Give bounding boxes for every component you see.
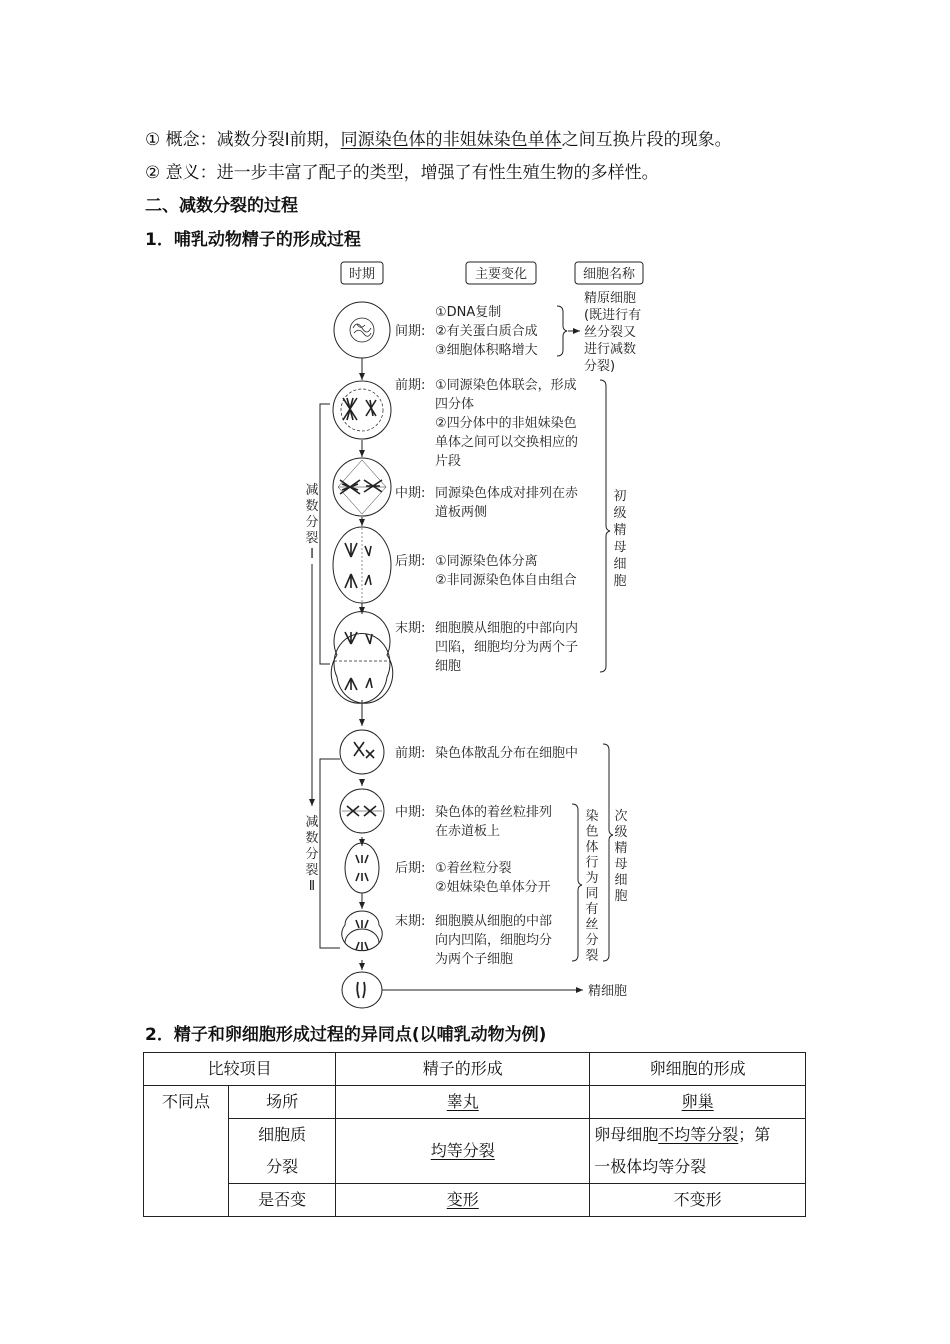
m1-prophase-text: 四分体 (435, 397, 475, 412)
phase-label-interphase: 间期: (395, 324, 426, 339)
phase-label-m2-prophase: 前期: (395, 746, 426, 761)
m2-behavior-note: 染 (585, 809, 599, 824)
cell-name-spermatogonium: 丝分裂又 (584, 325, 637, 340)
table-row (144, 1086, 806, 1119)
cell-name-spermatogonium: 精原细胞 (584, 291, 637, 306)
header-egg: 卵细胞的形成 (590, 1053, 806, 1086)
nucleus (350, 318, 374, 342)
m2-behavior-note: 有 (585, 902, 599, 917)
m1-metaphase-text: 道板两侧 (435, 505, 488, 520)
label-meiosis2: 裂 (305, 863, 319, 878)
cell-sperm (342, 972, 382, 1008)
m2-behavior-note: 裂 (585, 948, 599, 964)
label-meiosis1: 裂 (305, 531, 319, 546)
cell-name-primary: 细 (613, 557, 627, 572)
header-changes: 主要变化 (474, 267, 528, 282)
bracket-meiosis2 (320, 759, 340, 948)
comparison-table (143, 1052, 806, 1217)
brace-secondary (603, 744, 613, 961)
cell-name-primary: 初 (613, 489, 627, 504)
m2-anaphase-text: ①着丝粒分裂 (435, 861, 512, 876)
interphase-change: ②有关蛋白质合成 (435, 324, 538, 339)
subsection-comparison: 2．精子和卵细胞形成过程的异同点(以哺乳动物为例) (145, 1025, 547, 1045)
brace-primary (600, 380, 610, 672)
row-sperm: 变形 (446, 1190, 479, 1209)
cell-name-spermatogonium: (既进行有 (584, 308, 642, 323)
phase-label-m1-telophase: 末期: (395, 621, 426, 636)
m2-behavior-note: 同 (585, 886, 599, 902)
m2-anaphase-text: ②姐妹染色单体分开 (435, 880, 551, 895)
section-title: 二、减数分裂的过程 (145, 196, 298, 216)
cell-interphase (334, 302, 390, 358)
label-meiosis2: Ⅱ (308, 879, 316, 894)
row-item: 是否变 (229, 1184, 336, 1217)
m2-behavior-note: 体 (585, 840, 599, 855)
row-sperm: 睾丸 (446, 1092, 479, 1111)
bracket-meiosis1 (320, 404, 330, 664)
m2-behavior-note: 为 (585, 871, 599, 886)
concept-prefix: ① 概念：减数分裂Ⅰ前期， (145, 130, 341, 150)
m1-prophase-text: 片段 (435, 454, 462, 469)
crossover-meaning: ② 意义：进一步丰富了配子的类型，增强了有性生殖生物的多样性。 (145, 163, 659, 183)
label-meiosis2: 数 (305, 831, 319, 846)
row-item: 场所 (229, 1086, 336, 1119)
phase-label-m1-metaphase: 中期: (395, 486, 426, 501)
m2-telophase-text: 向内凹陷，细胞均分 (435, 933, 553, 948)
cell-name-primary: 母 (613, 540, 627, 555)
m1-telophase-text: 细胞膜从细胞的中部向内 (435, 621, 579, 636)
header-period: 时期 (348, 267, 376, 282)
cell-name-secondary: 级 (614, 825, 628, 840)
cell-name-primary: 精 (613, 523, 627, 538)
concept-suffix: 之间互换片段的现象。 (561, 130, 732, 150)
m2-telophase-text: 为两个子细胞 (435, 952, 514, 967)
header-sperm: 精子的形成 (336, 1053, 590, 1086)
cell-name-primary: 级 (613, 506, 627, 521)
table-row (144, 1119, 806, 1184)
label-meiosis1: 分 (305, 515, 319, 530)
row-egg: 不变形 (590, 1184, 806, 1217)
m2-behavior-note: 丝 (585, 917, 599, 933)
cell-name-spermatogonium: 分裂) (584, 359, 616, 374)
label-meiosis1: 数 (305, 499, 319, 514)
m2-telophase-text: 细胞膜从细胞的中部 (435, 914, 553, 929)
table-header-row (144, 1053, 806, 1086)
label-meiosis2: 减 (305, 815, 319, 830)
cell-name-primary: 胞 (613, 574, 627, 589)
cell-m1-prophase (333, 381, 391, 439)
cell-name-spermatogonium: 进行减数 (584, 342, 637, 357)
label-meiosis1: Ⅰ (310, 547, 314, 562)
brace-interphase (557, 306, 567, 356)
phase-label-m2-anaphase: 后期: (395, 861, 426, 876)
m1-telophase-text: 细胞 (435, 659, 462, 674)
header-item: 比较项目 (144, 1053, 336, 1086)
m2-behavior-note: 色 (585, 824, 599, 840)
row-egg: 卵母细胞不均等分裂；第 一极体均等分裂 (590, 1119, 806, 1184)
cell-name-secondary: 胞 (614, 889, 628, 904)
phase-label-m2-telophase: 末期: (395, 914, 426, 929)
m1-prophase-text: 单体之间可以交换相应的 (435, 435, 579, 450)
table-row (144, 1184, 806, 1217)
m1-prophase-text: ②四分体中的非姐妹染色 (435, 416, 577, 431)
phase-label-m1-prophase: 前期: (395, 378, 426, 393)
label-meiosis2: 分 (305, 847, 319, 862)
cell-name-secondary: 精 (614, 841, 628, 856)
cell-name-secondary: 次 (614, 809, 628, 824)
cell-name-sperm: 精细胞 (588, 984, 628, 999)
header-cellname: 细胞名称 (582, 267, 636, 282)
concept-underlined: 同源染色体的非姐妹染色单体 (340, 130, 562, 150)
m2-prophase-text: 染色体散乱分布在细胞中 (435, 746, 579, 761)
m2-behavior-note: 行 (585, 855, 599, 871)
cell-m2-anaphase (345, 843, 379, 893)
interphase-change: ①DNA复制 (435, 305, 502, 320)
m2-behavior-note: 分 (585, 933, 599, 948)
m1-metaphase-text: 同源染色体成对排列在赤 (435, 486, 579, 501)
interphase-change: ③细胞体积略增大 (435, 343, 538, 358)
m1-telophase-text: 凹陷，细胞均分为两个子 (435, 640, 579, 655)
label-meiosis1: 减 (305, 483, 319, 498)
phase-label-m1-anaphase: 后期: (395, 554, 426, 569)
phase-label-m2-metaphase: 中期: (395, 805, 426, 820)
m1-anaphase-text: ①同源染色体分离 (435, 554, 538, 569)
m1-anaphase-text: ②非同源染色体自由组合 (435, 573, 577, 588)
row-egg: 卵巢 (681, 1092, 714, 1111)
brace-m2-note (572, 804, 582, 961)
cell-name-secondary: 细 (614, 873, 628, 888)
m2-metaphase-text: 在赤道板上 (435, 824, 501, 839)
group-cell: 不同点 (144, 1086, 229, 1217)
cell-name-secondary: 母 (614, 857, 628, 872)
subsection-sperm-formation: 1．哺乳动物精子的形成过程 (145, 230, 361, 250)
cell-m1-telophase (331, 611, 393, 703)
m2-metaphase-text: 染色体的着丝粒排列 (435, 805, 553, 820)
m1-prophase-text: ①同源染色体联会，形成 (435, 378, 577, 393)
row-sperm: 均等分裂 (430, 1141, 495, 1160)
row-item: 细胞质 分裂 (229, 1119, 336, 1184)
